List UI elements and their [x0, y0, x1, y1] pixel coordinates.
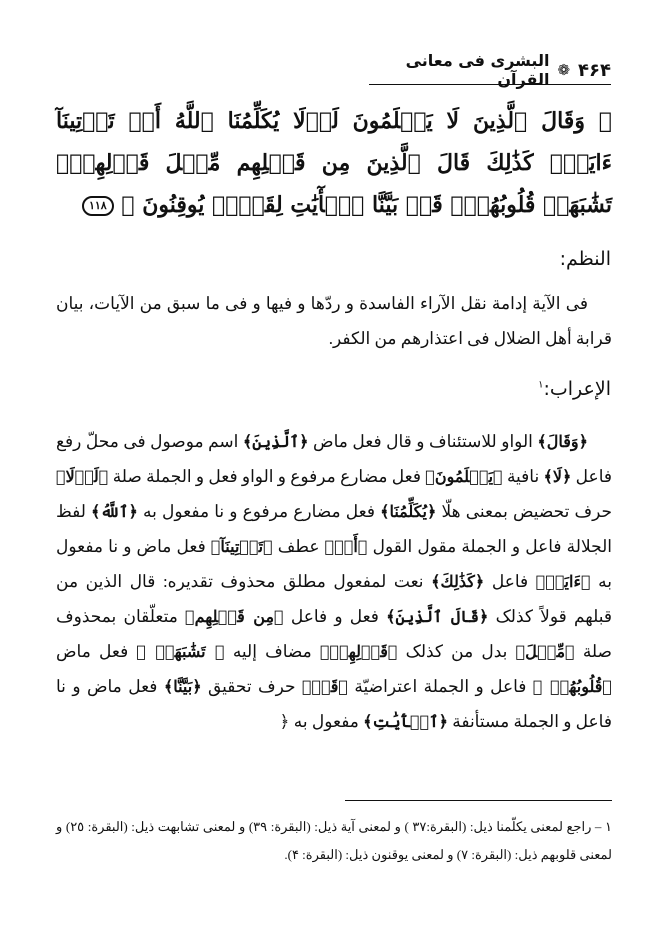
nazm-paragraph: فى الآية إدامة نقل الآراء الفاسدة و ردّها و فيها و فى ما سبق من الآيات، بيان قرابة أهل الضلال فى اعتذارهم من الكفر. — [56, 294, 612, 348]
quran-word: ﴿تَأۡتِينَآ﴾ — [210, 537, 273, 556]
irab-text: فعل مضارع مرفوع و الواو فعل و الجملة صلة — [108, 467, 426, 486]
irab-text: نافية — [502, 467, 544, 486]
irab-text: نعت لمفعول مطلق محذوف تقديره: قال الذين من قبلهم قولاً كذلک — [56, 572, 612, 626]
irab-text: عطف — [272, 537, 325, 556]
quran-word: ﴿قُلُوبُهُمۡ ﴾ — [532, 677, 613, 696]
verse-text: ﴿ وَقَالَ ٱلَّذِينَ لَا يَعۡلَمُونَ لَوۡلَا يُكَلِّمُنَا ٱللَّهُ أَوۡ تَأۡتِينَآ ءَايَةٞۗ كَذَٰلِكَ قَالَ ٱلَّذِينَ مِن قَبۡلِهِم مِّثۡلَ قَوۡلِهِمۡۘ تَشَٰبَهَتۡ قُلُوبُهُمۡۗ قَدۡ بَيَّنَّا ٱلۡأٓيَٰتِ لِقَوۡمٖ يُوقِنُونَ ﴾ — [56, 108, 612, 218]
irab-text: فعل و فاعل — [283, 607, 387, 626]
quran-word: ﴿لَوۡلَا﴾ — [56, 467, 109, 486]
quran-word: ﴿بَيَّنَّا﴾ — [163, 677, 202, 696]
irab-heading-text: الإعراب: — [543, 378, 611, 400]
irab-heading — [538, 378, 611, 400]
irab-text: متعلّقان بمحذوف صلة — [56, 607, 612, 661]
irab-text: فعل ماض و نا مفعول به — [56, 537, 612, 591]
quran-word: ﴿قَدۡ﴾ — [301, 677, 348, 696]
flower-ornament-icon: ❁ — [557, 61, 571, 79]
quran-word: ﴿قَوۡلِهِمۡ﴾ — [319, 642, 398, 661]
footnote-divider — [345, 800, 612, 801]
quran-word: ﴿قَالَ ٱلَّذِينَ﴾ — [386, 607, 489, 626]
irab-text: فاعل و الجملة اعتراضيّة — [348, 677, 533, 696]
footnote-ref: ١ — [538, 379, 544, 391]
quran-verse — [56, 100, 612, 226]
ayah-number-badge: ١١٨ — [82, 196, 114, 216]
irab-text: لفظ الجلالة فاعل و الجملة مقول القول — [56, 502, 612, 556]
quran-word: ﴿ءَايَةٞ﴾ — [535, 572, 591, 591]
nazm-heading: النظم: — [559, 248, 611, 270]
irab-text: حرف تحضيض بمعنى هلّا — [436, 502, 612, 521]
irab-text: بدل من كذلک — [397, 642, 516, 661]
irab-text: فاعل — [484, 572, 536, 591]
running-header — [369, 51, 611, 89]
quran-word: ﴿مِّثۡلَ﴾ — [515, 642, 575, 661]
irab-text: مضاف إليه — [224, 642, 320, 661]
quran-word: ﴿يَعۡلَمُونَ﴾ — [425, 467, 503, 486]
book-title: البشرى فى معانى القرآن — [405, 51, 550, 89]
irab-text: مفعول به ﴿ — [279, 712, 364, 731]
irab-text: حرف تحقيق — [201, 677, 302, 696]
irab-text: فعل ماض و نا فاعل و الجملة مستأنفة — [56, 677, 612, 731]
irab-text: فعل ماض — [56, 642, 137, 661]
quran-word: ﴿أَوۡ﴾ — [324, 537, 368, 556]
irab-text: فعل مضارع مرفوع و نا مفعول به — [137, 502, 381, 521]
page-number: ۴۶۴ — [578, 59, 611, 81]
quran-word: ﴿وَقَالَ﴾ — [537, 432, 588, 451]
quran-word: ﴿مِن قَبۡلِهِم﴾ — [185, 607, 284, 626]
irab-text: اسم موصول فى محلّ رفع فاعل — [56, 432, 612, 486]
irab-text: الواو للاستئناف و قال فعل ماض — [308, 432, 538, 451]
quran-word: ﴿كَذَٰلِكَ﴾ — [431, 572, 485, 591]
quran-word: ﴿ تَشَٰبَهَتۡ ﴾ — [136, 642, 225, 661]
quran-word: ﴿لَا﴾ — [543, 467, 572, 486]
footnote: ١ – راجع لمعنى يكلّمنا ذيل: (البقرة:٣٧ ) و لمعنى آية ذيل: (البقرة: ٣٩) و لمعنى تشابهت ذيل: (البقرة: ٢٥) و لمعنى قلوبهم ذيل: (البقرة: ٧) و لمعنى يوقنون ذيل: (البقرة: ۴). — [56, 819, 612, 862]
quran-word: ﴿ٱلَّذِينَ﴾ — [242, 432, 309, 451]
quran-word: ﴿ٱللَّهُ﴾ — [91, 502, 138, 521]
quran-word: ﴿يُكَلِّمُنَا﴾ — [380, 502, 437, 521]
quran-word: ﴿ٱلۡأٓيَٰتِ﴾ — [363, 712, 448, 731]
irab-paragraph — [56, 424, 612, 739]
